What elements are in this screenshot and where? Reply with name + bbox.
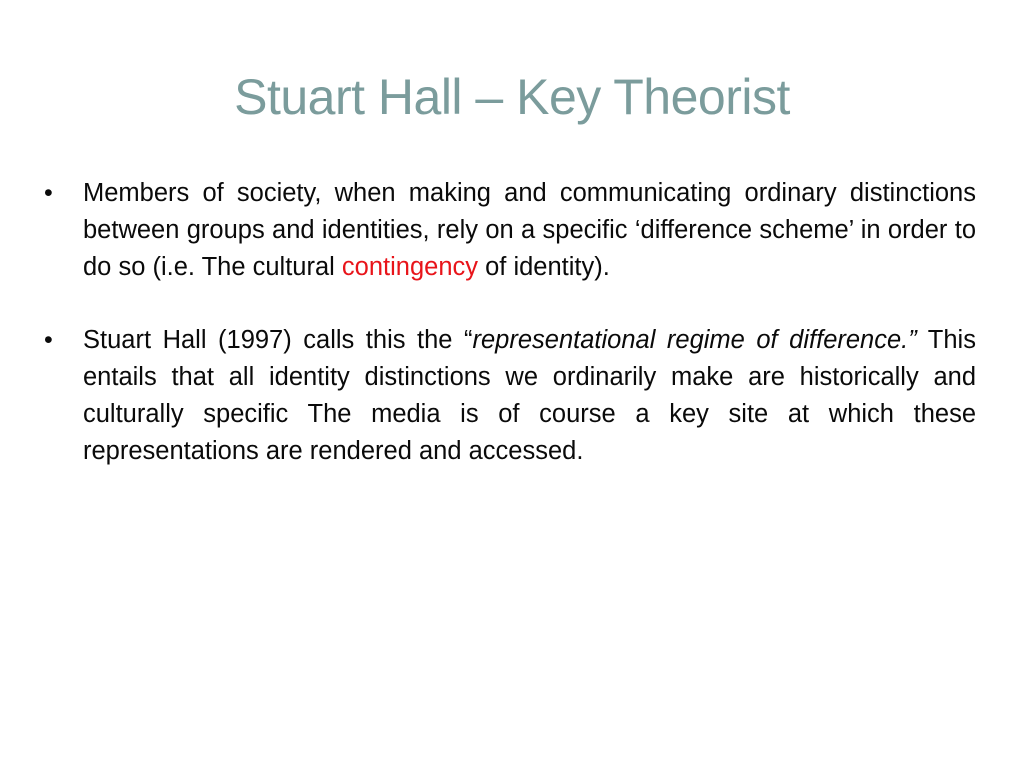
bullet-icon: •	[44, 179, 53, 207]
italic-quote: representational regime of difference.”	[472, 326, 917, 354]
highlighted-term-contingency: contingency	[341, 253, 479, 281]
slide-title: Stuart Hall – Key Theorist	[234, 69, 790, 125]
bullet-1-text-end: of identity).	[478, 253, 610, 281]
bullet-2-text: Stuart Hall (1997) calls this the “	[83, 326, 473, 354]
bullet-item-2	[40, 322, 976, 470]
bullet-2-text-end: This entails that all identity distinctions we ordinarily make are historically and culturally specific The media is of course a key site at which these representations are rendered and accessed.	[83, 326, 976, 465]
slide-content	[40, 175, 976, 506]
bullet-1-text: Members of society, when making and communicating ordinary distinctions between groups and identities, rely on a specific ‘difference scheme’ in order to do so (i.e. The cultural	[83, 179, 976, 281]
bullet-item-1	[40, 175, 976, 286]
bullet-icon: •	[44, 326, 53, 354]
